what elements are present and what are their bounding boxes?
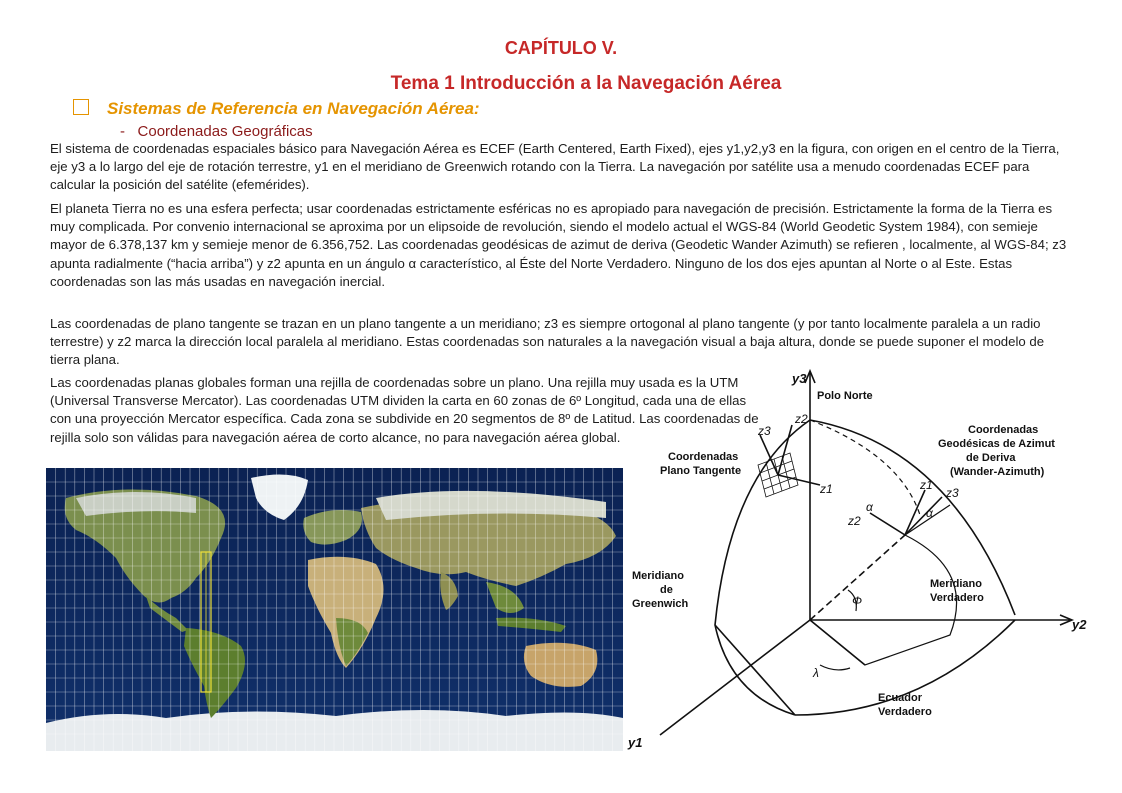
- label-lambda: λ: [813, 666, 819, 680]
- checkbox-bullet-icon: [73, 99, 89, 115]
- label-wander-1: Coordenadas: [968, 424, 1039, 436]
- label-polo-norte: Polo Norte: [817, 390, 873, 402]
- label-y2: y2: [1072, 617, 1087, 632]
- label-greenwich-3: Greenwich: [632, 598, 689, 610]
- label-tangent-z3: z3: [758, 424, 771, 438]
- label-wander-3: de Deriva: [966, 452, 1016, 464]
- label-greenwich-1: Meridiano: [632, 570, 684, 582]
- label-wander-z3: z3: [946, 486, 959, 500]
- section-heading-text: Sistemas de Referencia en Navegación Aérea:: [107, 99, 480, 118]
- subsection-heading: [120, 123, 313, 140]
- y1-axis: [660, 620, 810, 735]
- label-verdadero-1: Meridiano: [930, 578, 982, 590]
- section-heading: [73, 99, 480, 119]
- label-y1: y1: [628, 735, 643, 750]
- label-plano-tangente-1: Coordenadas: [668, 451, 739, 463]
- topic-title: Tema 1 Introducción a la Navegación Aérea: [390, 73, 782, 94]
- label-ecuador-2: Verdadero: [878, 706, 932, 718]
- label-tangent-z1: z1: [820, 482, 833, 496]
- paragraph-utm: Las coordenadas planas globales forman una rejilla de coordenadas sobre un plano. Una rejilla muy usada es la UTM (Universal Transverse Mercator). Las coordenadas UTM dividen la carta en 60 zonas de 6º Longitud, cada una de ellas con una proyección Mercator específica. Cada zona se subdivide en 20 segmentos de 8º de Latitud. Las coordenadas de rejilla solo son válidas para navegación aérea de corto alcance, no para navegación aérea global.: [50, 375, 759, 445]
- utm-world-map: [46, 468, 623, 751]
- label-y3: y3: [792, 371, 807, 386]
- label-alpha-right: α: [926, 506, 933, 520]
- label-wander-4: (Wander-Azimuth): [950, 466, 1045, 478]
- label-phi: Φ: [852, 594, 863, 608]
- label-ecuador-1: Ecuador: [878, 692, 923, 704]
- label-verdadero-2: Verdadero: [930, 592, 984, 604]
- label-alpha-left: α: [866, 500, 873, 514]
- subsection-dash: -: [120, 123, 125, 140]
- geodetic-coordinates-diagram: [620, 365, 1100, 750]
- label-tangent-z2-top: z2: [795, 412, 808, 426]
- paragraph-tangent-plane: Las coordenadas de plano tangente se trazan en un plano tangente a un meridiano; z3 es siempre ortogonal al plano tangente (y por tanto localmente paralela a un radio terrestre) y z2 marca la dirección local paralela al meridiano. Estas coordenadas son naturales a la navegación visual a baja altura, donde se puede suponer el modelo de tierra plana.: [50, 316, 1045, 368]
- utm-map-svg: [46, 468, 623, 751]
- label-plano-tangente-2: Plano Tangente: [660, 465, 742, 477]
- label-wander-z1: z1: [920, 478, 933, 492]
- label-wander-2: Geodésicas de Azimut: [938, 438, 1055, 450]
- chapter-title: CAPÍTULO V.: [504, 38, 618, 58]
- label-tangent-z2: z2: [848, 514, 861, 528]
- paragraph-ecef: El sistema de coordenadas espaciales básico para Navegación Aérea es ECEF (Earth Centered, Earth Fixed), ejes y1,y2,y3 en la figura, con origen en el centro de la Tierra, eje y3 a lo largo del eje de rotación terrestre, y1 en el meridiano de Greenwich rotando con la Tierra. La navegación por satélite usa a menudo coordenadas ECEF para calcular la posición del satélite (efemérides).: [50, 141, 1060, 193]
- label-greenwich-2: de: [660, 584, 673, 596]
- diagram-svg: [620, 365, 1100, 750]
- paragraph-wgs84: El planeta Tierra no es una esfera perfecta; usar coordenadas estrictamente esféricas no es apropiado para navegación de precisión. Estrictamente la forma de la Tierra es muy complicada. Por convenio internacional se aproxima por un elipsoide de revolución, siendo el modelo actual el WGS-84 (World Geodetic System 1984), con semieje mayor de 6.378,137 km y semieje menor de 6.356,752. Las coordenadas geodésicas de azimut de deriva (Geodetic Wander Azimuth) se refieren , localmente, al WGS-84; z3 apunta radialmente (“hacia arriba”) y z2 apunta en un ángulo α característico, al Éste del Norte Verdadero. Ninguno de los dos ejes apuntan al Norte o al Este. Estas coordenadas son las más usadas en navegación inercial.: [50, 201, 1067, 289]
- subsection-text: Coordenadas Geográficas: [137, 123, 313, 140]
